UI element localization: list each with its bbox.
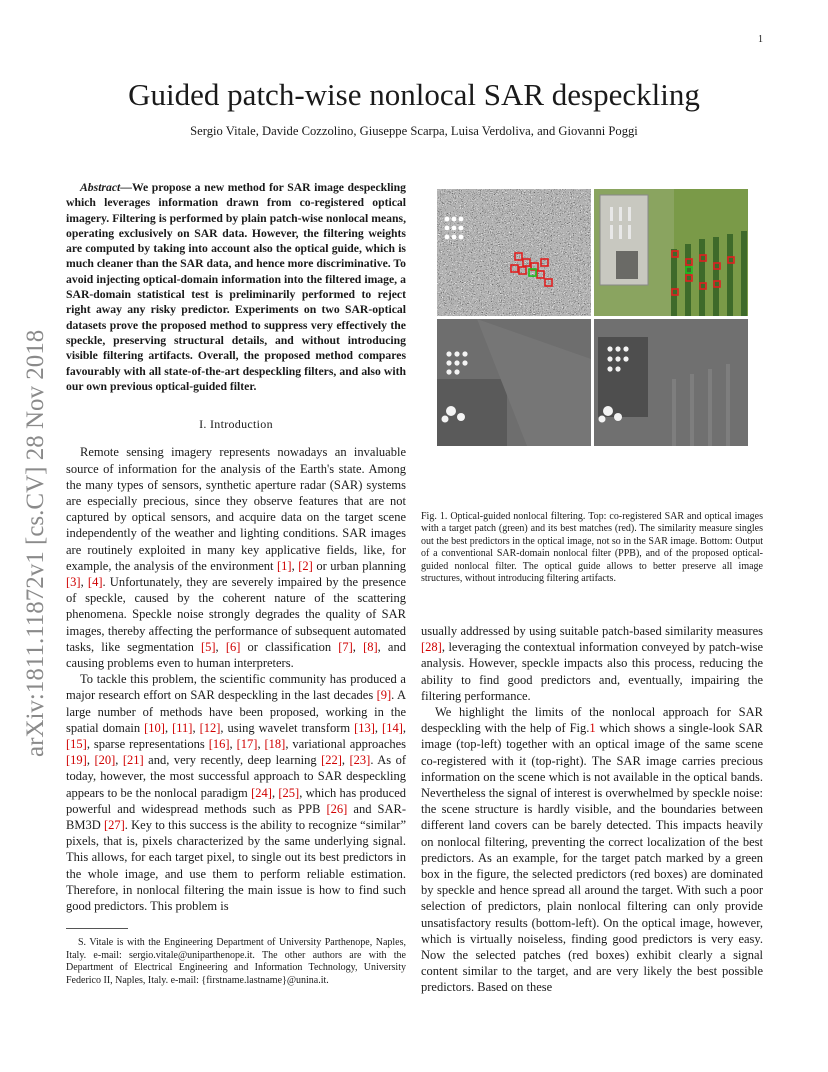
citation-link[interactable]: [22]	[321, 753, 342, 768]
citation-link[interactable]: [24]	[251, 785, 272, 800]
citation-link[interactable]: [28]	[421, 640, 442, 655]
citation-link[interactable]: [18]	[264, 737, 286, 752]
section-heading-introduction: I. Introduction	[199, 417, 273, 432]
intro-paragraph-2: To tackle this problem, the scientific community has produced a major research effort on SAR despeckling in the last decades [9]. A large number of methods have been proposed, working in the spatial domain [10], [11], [12], using wavelet transform [13], [14], [15], sparse representations [16], [17], [18], variational approaches [19], [20], [21] and, very recently, deep learning [22], [23]. As of today, however, the most successful approach to SAR despeckling appears to be the nonlocal paradigm [24], [25], which has produced powerful and widespread methods such as PPB [26] and SAR-BM3D [27]. Key to this success is the ability to recognize “similar” pixels, that is, pixels characterized by the same underlying signal. This allows, for each target pixel, to single out its best predictors in the whole image, and use them to perform reliable estimation. Therefore, in nonlocal filtering the main issue is how to find such good predictors. This problem is	[66, 672, 407, 914]
figure-caption-text: Optical-guided nonlocal filtering. Top: co-registered SAR and optical images with a target patch (green) and its best matches (red). The similarity measure singles out the best predictors in the optical image, not so in the SAR image. Bottom: Output of a conventional SAR-domain nonlocal filter (PPB), and of the proposed optical-guided nonlocal filter. The optical guide allows to better preserve all image structures, without introducing filtering artifacts.	[421, 511, 764, 585]
optical-image-panel	[594, 189, 748, 316]
citation-link[interactable]: [27]	[103, 818, 125, 833]
left-column	[66, 180, 406, 988]
figure-1	[437, 189, 748, 446]
ppb-output-panel	[437, 319, 591, 446]
right-paragraph-1: usually addressed by using suitable patch-based similarity measures [28], leveraging the contextual information conveyed by patch-wise analysis. However, speckle impacts also this process, reducing the ability to find good predictors and, eventually, impairing the filtering performance.	[421, 624, 763, 703]
page-number: 1	[758, 34, 763, 45]
figure-caption	[421, 511, 763, 585]
right-paragraph-2: We highlight the limits of the nonlocal approach for SAR despeckling with the help of Fig.1 which shows a single-look SAR image (top-left) together with an optical image of the same scene co-registered with it (top-right). The SAR image carries precious information on the scene which is not available in the optical bands. Nevertheless the signal of interest is overwhelmed by speckle noise: the scene structure is hardly visible, and the boundaries between different land covers can be barely detected. This impacts heavily on nonlocal filtering, preventing the correct localization of the best predictors. As an example, for the target patch marked by a green box in the figure, the selected predictors (red boxes) are dominated by speckle and hence spread all around the target. With such a poor selection of predictors, plain nonlocal filtering can only provide unsatisfactory results (bottom-left). On the optical image, however, which is virtually noiseless, finding good predictors is very easy. Now the selected patches (red boxes) exhibit clearly a signal content similar to the target, and are very likely the best possible predictors. Based on these	[421, 705, 763, 995]
arxiv-identifier-text: arXiv:1811.11872v1 [cs.CV] 28 Nov 2018	[22, 329, 49, 757]
author-list: Sergio Vitale, Davide Cozzolino, Giuseppe Scarpa, Luisa Verdoliva, and Giovanni Poggi	[190, 124, 638, 138]
abstract-label: Abstract	[80, 181, 121, 194]
citation-link[interactable]: [11]	[172, 720, 193, 735]
citation-link[interactable]: [4]	[87, 574, 103, 589]
proposed-output-panel	[594, 319, 748, 446]
citation-link[interactable]: [20]	[94, 753, 116, 768]
citation-link[interactable]: [26]	[326, 801, 348, 816]
footnote-rule	[66, 928, 128, 929]
abstract	[66, 180, 406, 394]
citation-link[interactable]: [10]	[144, 720, 165, 735]
figure-caption-label: Fig. 1.	[421, 511, 448, 522]
citation-link[interactable]: [15]	[66, 737, 87, 752]
sar-image-panel	[437, 189, 591, 316]
citation-link[interactable]: [14]	[382, 720, 403, 735]
citation-link[interactable]: [19]	[66, 753, 87, 768]
citation-link[interactable]: [16]	[208, 737, 230, 752]
citation-link[interactable]: [13]	[354, 720, 375, 735]
affiliation-footnote: S. Vitale is with the Engineering Department of University Parthenope, Naples, Italy. e-mail: sergio.vitale@uniparthenope.it. The other authors are with the Department of Electrical Engineering and Information Technology, University Federico II, Naples, Italy. e-mail: {firstname.lastname}@unina.it.	[66, 937, 406, 987]
citation-link[interactable]: 1	[589, 721, 596, 736]
citation-link[interactable]: [5]	[200, 639, 216, 654]
citation-link[interactable]: [9]	[376, 688, 392, 703]
citation-link[interactable]: [7]	[338, 639, 353, 654]
citation-link[interactable]: [1]	[277, 558, 292, 573]
citation-link[interactable]: [17]	[236, 737, 258, 752]
citation-link[interactable]: [6]	[225, 639, 241, 654]
citation-link[interactable]: [3]	[66, 574, 81, 589]
citation-link[interactable]: [12]	[199, 720, 221, 735]
citation-link[interactable]: [8]	[363, 639, 378, 654]
citation-link[interactable]: [21]	[122, 753, 144, 768]
citation-link[interactable]: [25]	[278, 785, 300, 800]
bright-targets	[445, 217, 464, 240]
citation-link[interactable]: [23]	[349, 753, 371, 768]
citation-link[interactable]: [2]	[298, 558, 313, 573]
abstract-text: —We propose a new method for SAR image despeckling which leverages information drawn from co-registered optical imagery. Filtering is performed by plain patch-wise nonlocal means, operating exclusively on SAR data. However, the filtering weights are computed by taking into account also the optical guide, which is much cleaner than the SAR data, and hence more discriminative. To avoid injecting optical-domain information into the filtered image, a SAR-domain statistical test is preliminarily performed to reject right away any risky predictor. Experiments on two SAR-optical datasets prove the proposed method to suppress very effectively the speckle, preserving structural details, and without introducing visible filtering artifacts. Overall, the proposed method compares favourably with all state-of-the-art despeckling filters, and also with our own previous optical-guided filter.	[66, 181, 406, 393]
right-column	[421, 623, 763, 996]
paper-title: Guided patch-wise nonlocal SAR despeckling	[128, 77, 700, 112]
intro-paragraph-1: Remote sensing imagery represents nowadays an invaluable source of information for the analysis of the Earth's state. Among the many types of sensors, synthetic aperture radar (SAR) systems are especially precious, since they observe features that are not captured by optical sensors, and acquire data on the target scene independently of the weather and lighting conditions. SAR images are routinely exploited in many key applicative fields, like, for example, the analysis of the environment [1], [2] or urban planning [3], [4]. Unfortunately, they are severely impaired by the presence of speckle, caused by the coherent nature of the scattering phenomena. Speckle noise strongly degrades the quality of SAR images, thereby affecting the performance of subsequent automated tasks, like segmentation [5], [6] or classification [7], [8], and causing problems even to human interpreters.	[66, 445, 406, 670]
